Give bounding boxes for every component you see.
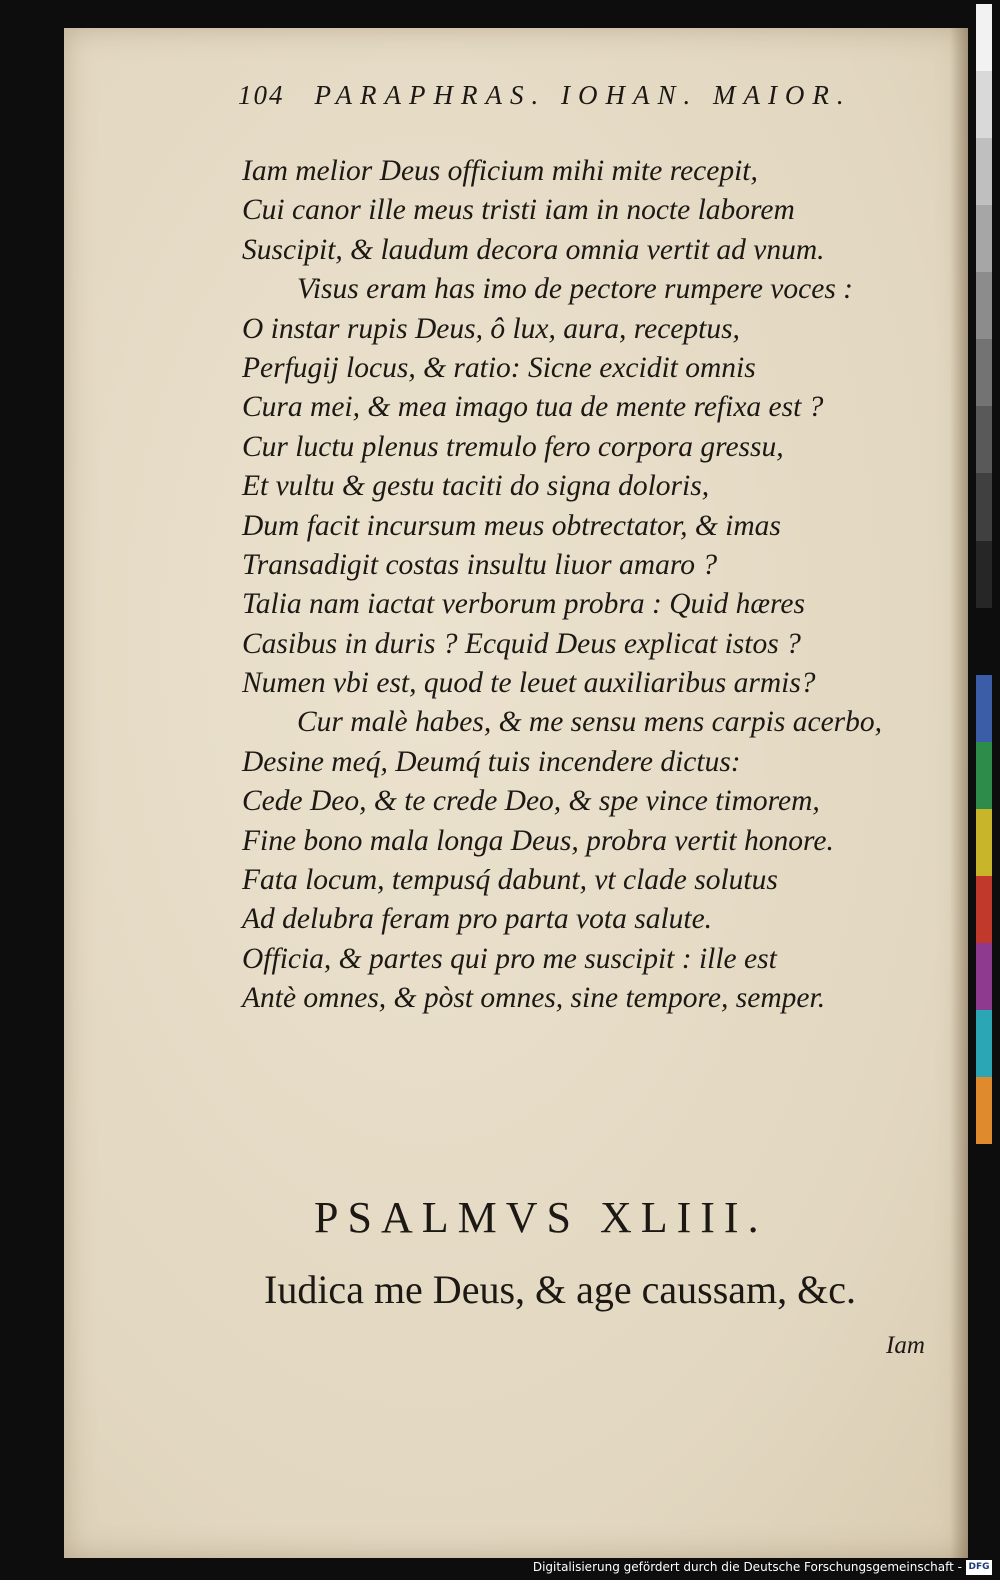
color-swatch [976,943,992,1010]
color-swatch [976,809,992,876]
footer-bar [0,1558,1000,1580]
color-swatch [976,138,992,205]
verse-line: Suscipit, & laudum decora omnia vertit ad vnum. [242,233,825,266]
verse-line: Fine bono mala longa Deus, probra vertit honore. [242,824,834,857]
verse-line: Visus eram has imo de pectore rumpere voces : [297,273,853,306]
color-swatch [976,541,992,608]
psalm-title: PSALMVS XLIII. [314,1193,768,1242]
color-swatch [976,608,992,675]
verse-line: Ad delubra feram pro parta vota salute. [242,903,713,936]
color-swatch [976,675,992,742]
verse-line: Antè omnes, & pòst omnes, sine tempore, semper. [242,982,826,1015]
verse-line: Transadigit costas insultu liuor amaro ? [242,548,718,581]
verse-line: Dum facit incursum meus obtrectator, & imas [242,509,781,542]
verse-line: Cur malè habes, & me sensu mens carpis acerbo, [297,706,883,739]
color-swatch [976,876,992,943]
verse-line: Numen vbi est, quod te leuet auxiliaribus armis? [242,667,816,700]
verse-line: Fata locum, tempusq́ dabunt, vt clade solutus [242,864,778,897]
color-calibration-bar [976,4,992,1144]
verse-line: Cede Deo, & te crede Deo, & spe vince timorem, [242,785,820,818]
color-swatch [976,742,992,809]
running-head [238,80,928,111]
verse-block [242,152,962,1019]
color-swatch [976,1010,992,1077]
dfg-logo: DFG [966,1560,992,1575]
verse-line: Et vultu & gestu taciti do signa doloris, [242,470,710,503]
verse-line: Cui canor ille meus tristi iam in nocte laborem [242,194,795,227]
color-swatch [976,71,992,138]
verse-line: Casibus in duris ? Ecquid Deus explicat istos ? [242,627,801,660]
catchword: Iam [886,1332,925,1359]
verse-line: Cura mei, & mea imago tua de mente refixa est ? [242,391,824,424]
color-swatch [976,1077,992,1144]
color-swatch [976,205,992,272]
psalm-incipit: Iudica me Deus, & age caussam, &c. [264,1267,857,1312]
verse-line: Officia, & partes qui pro me suscipit : ille est [242,942,777,975]
color-swatch [976,406,992,473]
color-swatch [976,473,992,540]
page-number: 104 [238,80,285,110]
book-page [64,28,968,1558]
funding-credit: Digitalisierung gefördert durch die Deutsche Forschungsgemeinschaft - [532,1560,962,1574]
verse-line: Talia nam iactat verborum probra : Quid hæres [242,588,805,621]
verse-line: Iam melior Deus officium mihi mite recepit, [242,155,758,187]
color-swatch [976,272,992,339]
color-swatch [976,339,992,406]
running-head-title: PARAPHRAS. IOHAN. MAIOR. [314,80,852,110]
verse-line: O instar rupis Deus, ô lux, aura, receptus, [242,312,740,345]
verse-line: Perfugij locus, & ratio: Sicne excidit omnis [242,351,756,384]
verse-line: Cur luctu plenus tremulo fero corpora gressu, [242,430,784,463]
verse-line: Desine meq́, Deumq́ tuis incendere dictus: [242,745,741,778]
color-swatch [976,4,992,71]
